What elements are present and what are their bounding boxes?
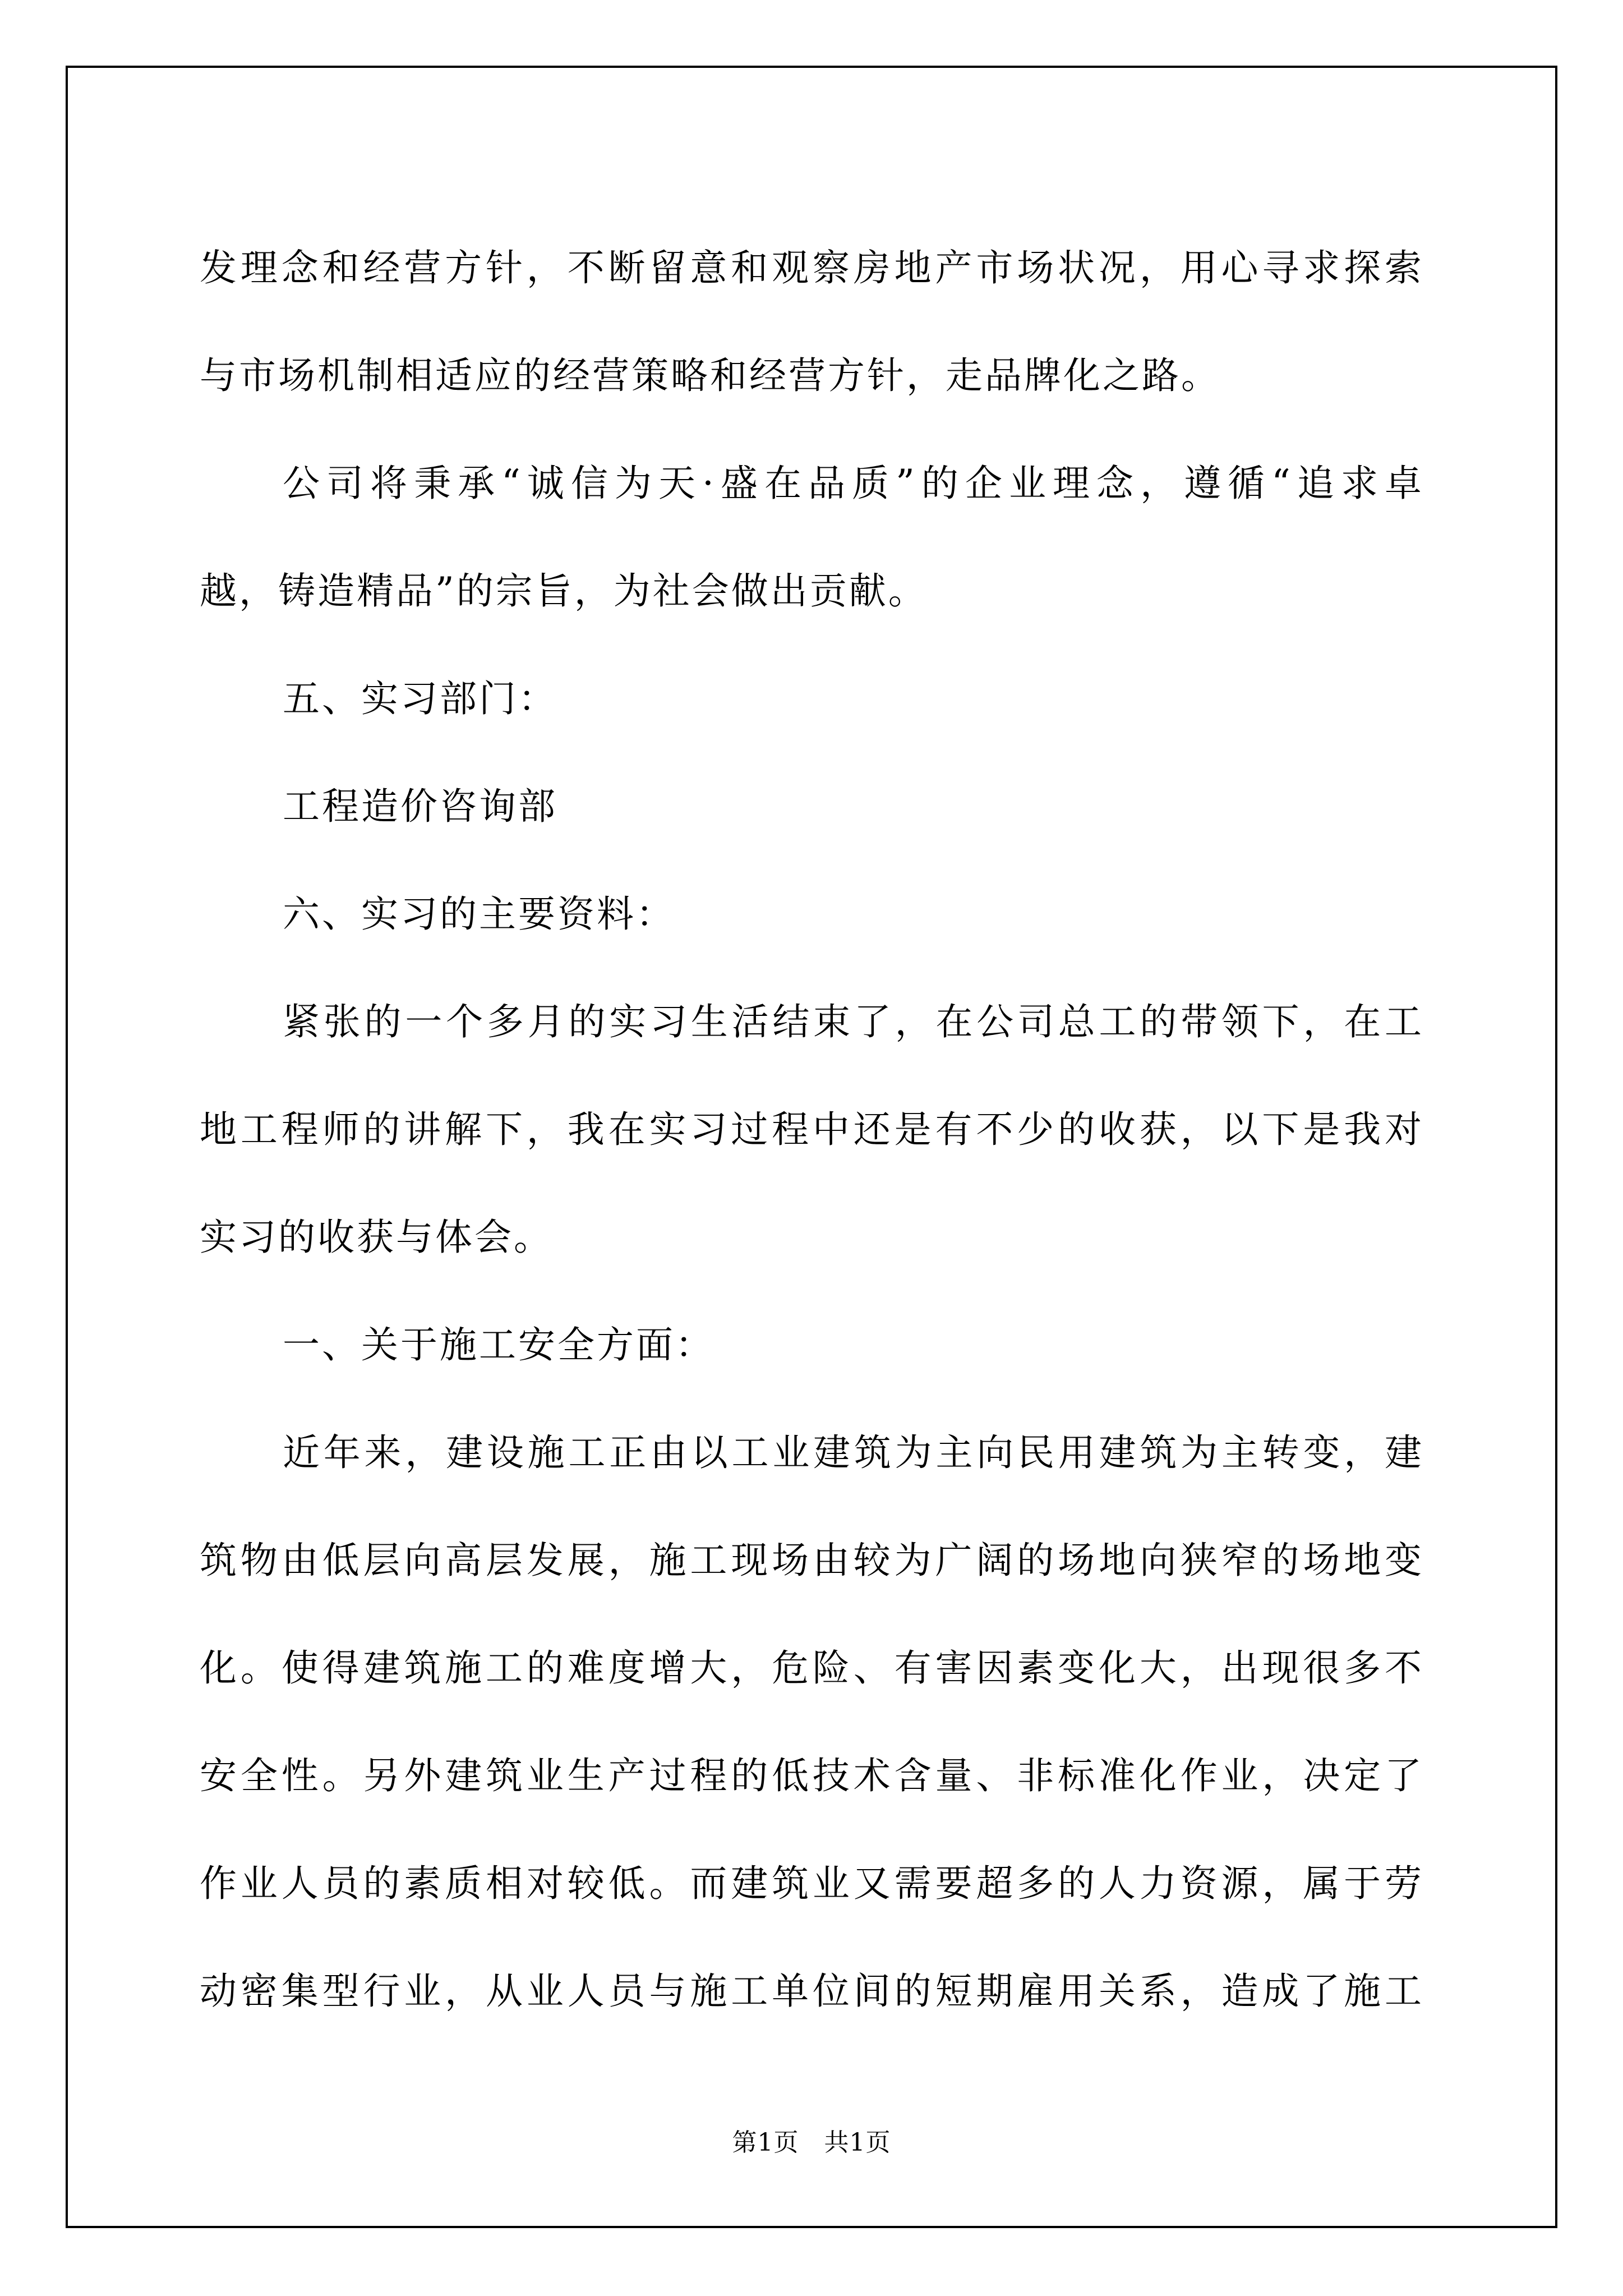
- body-line: 工程造价咨询部: [283, 785, 557, 828]
- body-line: 公司将秉承“诚信为天·盛在品质”的企业理念，遵循“追求卓: [283, 462, 1424, 505]
- section-heading: 一、关于施工安全方面：: [283, 1323, 714, 1366]
- page-number: 第1页 共1页: [732, 2128, 891, 2157]
- section-heading: 五、实习部门：: [283, 677, 557, 720]
- body-line: 化。使得建筑施工的难度增大，危险、有害因素变化大，出现很多不: [200, 1646, 1424, 1690]
- body-line: 安全性。另外建筑业生产过程的低技术含量、非标准化作业，决定了: [200, 1754, 1424, 1797]
- document-body: [200, 214, 1424, 2045]
- body-line: 紧张的一个多月的实习生活结束了，在公司总工的带领下，在工: [283, 1000, 1424, 1043]
- body-line: 近年来，建设施工正由以工业建筑为主向民用建筑为主转变，建: [283, 1431, 1424, 1474]
- body-line: 地工程师的讲解下，我在实习过程中还是有不少的收获，以下是我对: [200, 1108, 1424, 1151]
- body-line: 作业人员的素质相对较低。而建筑业又需要超多的人力资源，属于劳: [200, 1862, 1424, 1905]
- section-heading: 六、实习的主要资料：: [283, 892, 675, 936]
- body-line: 与市场机制相适应的经营策略和经营方针，走品牌化之路。: [200, 354, 1220, 397]
- body-line: 越，铸造精品”的宗旨，为社会做出贡献。: [200, 569, 928, 613]
- body-line: 发理念和经营方针，不断留意和观察房地产市场状况，用心寻求探索: [200, 246, 1424, 289]
- body-line: 筑物由低层向高层发展，施工现场由较为广阔的场地向狭窄的场地变: [200, 1539, 1424, 1582]
- body-line: 实习的收获与体会。: [200, 1216, 553, 1259]
- body-line: 动密集型行业，从业人员与施工单位间的短期雇用关系，造成了施工: [200, 1970, 1424, 2013]
